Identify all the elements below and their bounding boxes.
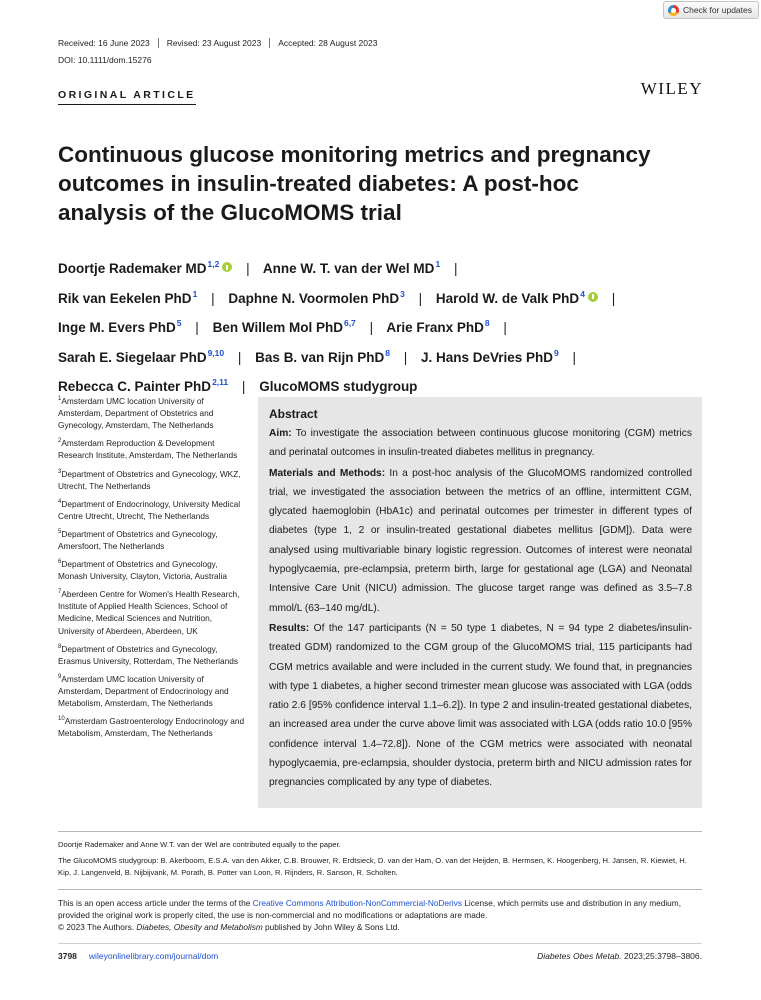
abstract-results bbox=[269, 619, 692, 793]
author-name[interactable]: Inge M. Evers PhD bbox=[58, 320, 176, 335]
revised-date: Revised: 23 August 2023 bbox=[167, 38, 271, 48]
license-note bbox=[58, 897, 702, 934]
affiliation-text: Amsterdam Reproduction & Development Research Institute, Amsterdam, The Netherlands bbox=[58, 438, 238, 461]
affiliation-number: 6 bbox=[58, 559, 62, 566]
affiliation bbox=[58, 435, 248, 461]
orcid-icon[interactable] bbox=[222, 262, 232, 272]
affiliation bbox=[58, 713, 248, 739]
check-for-updates-button[interactable] bbox=[663, 1, 759, 19]
author-separator: | bbox=[241, 379, 246, 394]
affiliation-text: Aberdeen Centre for Women's Health Research, Institute of Applied Health Sciences, School of Medicine, Medical Sciences and Nutrition, University of Aberdeen, Aberdeen, UK bbox=[58, 589, 240, 636]
affiliation bbox=[58, 496, 248, 522]
page-number: 3798 bbox=[58, 951, 77, 961]
affiliation bbox=[58, 556, 248, 582]
aim-label: Aim: bbox=[269, 428, 292, 439]
license-text-before: This is an open access article under the terms of the bbox=[58, 898, 253, 908]
author-affil-ref[interactable]: 5 bbox=[176, 318, 182, 328]
author-separator: | bbox=[611, 290, 616, 306]
page-footer bbox=[58, 951, 702, 961]
author-affil-ref[interactable]: 8 bbox=[484, 318, 490, 328]
doi[interactable]: DOI: 10.1111/dom.15276 bbox=[58, 55, 152, 65]
journal-abbrev: Diabetes Obes Metab. bbox=[537, 951, 622, 961]
results-label: Results: bbox=[269, 622, 310, 634]
author-affil-ref[interactable]: 1 bbox=[192, 288, 198, 299]
abstract-methods bbox=[269, 464, 692, 618]
author-affil-ref[interactable]: 9 bbox=[554, 347, 559, 358]
affiliation-text: Department of Obstetrics and Gynecology, WKZ, Utrecht, The Netherlands bbox=[58, 468, 241, 491]
divider bbox=[58, 943, 702, 944]
check-updates-label: Check for updates bbox=[683, 5, 752, 15]
affiliation bbox=[58, 641, 248, 667]
author-name[interactable]: GlucoMOMS studygroup bbox=[259, 379, 418, 394]
author-separator: | bbox=[503, 320, 507, 335]
methods-label: Materials and Methods: bbox=[269, 467, 386, 479]
affiliation-text: Amsterdam UMC location University of Amsterdam, Department of Obstetrics and Gynecology, Amsterdam, The Netherlands bbox=[58, 395, 214, 431]
author-separator: | bbox=[403, 349, 408, 365]
author-separator: | bbox=[246, 261, 250, 276]
author-affil-ref[interactable]: 3 bbox=[400, 288, 405, 299]
citation bbox=[537, 951, 702, 961]
equal-contribution-note: Doortje Rademaker and Anne W.T. van der Wel are contributed equally to the paper. bbox=[58, 840, 341, 849]
article-dates bbox=[58, 38, 393, 48]
affiliation-number: 5 bbox=[58, 528, 62, 535]
affiliation-number: 3 bbox=[58, 468, 62, 475]
author-name[interactable]: Rik van Eekelen PhD bbox=[58, 290, 192, 306]
orcid-icon[interactable] bbox=[588, 292, 598, 302]
author-line bbox=[58, 252, 708, 282]
affiliation-text: Department of Obstetrics and Gynecology, Erasmus University, Rotterdam, The Netherlands bbox=[58, 643, 238, 666]
author-separator: | bbox=[237, 349, 242, 365]
author-name[interactable]: Arie Franx PhD bbox=[386, 320, 484, 335]
publisher-logo: WILEY bbox=[640, 79, 703, 98]
author-name[interactable]: Doortje Rademaker MD bbox=[58, 261, 207, 276]
license-link[interactable]: Creative Commons Attribution-NonCommercial-NoDerivs bbox=[252, 898, 462, 908]
author-line bbox=[58, 311, 708, 341]
author-name[interactable]: Bas B. van Rijn PhD bbox=[255, 349, 385, 365]
author-separator: | bbox=[195, 320, 199, 335]
affiliation-text: Amsterdam UMC location University of Amsterdam, Department of Endocrinology and Metabolism, Amsterdam, The Netherlands bbox=[58, 673, 229, 709]
author-line bbox=[58, 341, 708, 371]
results-text: Of the 147 participants (N = 50 type 1 diabetes, N = 94 type 2 diabetes/insulin-treated GDM) randomized to the CGM group of the GlucoMOMS trial, 115 participants had CGM metrics available and were included in the current study. We found that, in pregnancies with type 1 diabetes, a higher second trimester mean glucose was associated with LGA (odds ratio 2.6 [95% confidence interval 1.1–6.2]). In type 2 and insulin-treated gestational diabetes, an increased area under the curve above limit was associated with LGA (odds ratio 10.0 [95% confidence interval 1.4–72.8]). None of the CGM metrics were associated with neonatal hypoglycaemia, pre-eclampsia, shoulder dystocia, preterm birth and NICU admission rates for pregnancies complicated by any type of diabetes. bbox=[269, 622, 692, 789]
affiliation-text: Department of Endocrinology, University Medical Centre Utrecht, Utrecht, The Netherlands bbox=[58, 498, 241, 521]
affiliation bbox=[58, 466, 248, 492]
author-affil-ref[interactable]: 1 bbox=[435, 259, 441, 269]
abstract-box bbox=[258, 397, 702, 808]
author-separator: | bbox=[453, 261, 458, 276]
affiliation-number: 2 bbox=[58, 438, 62, 445]
affiliation bbox=[58, 586, 248, 637]
copyright-pre: © 2023 The Authors. bbox=[58, 922, 137, 933]
affiliation-text: Department of Obstetrics and Gynecology, Amersfoort, The Netherlands bbox=[58, 528, 218, 551]
author-name[interactable]: Ben Willem Mol PhD bbox=[212, 320, 343, 335]
abstract-heading: Abstract bbox=[269, 407, 318, 421]
affiliation-number: 1 bbox=[58, 396, 62, 402]
author-separator: | bbox=[369, 320, 374, 335]
received-date: Received: 16 June 2023 bbox=[58, 38, 159, 48]
section-label: ORIGINAL ARTICLE bbox=[58, 89, 196, 105]
affiliation-number: 10 bbox=[58, 716, 65, 723]
affiliation bbox=[58, 526, 248, 552]
author-name[interactable]: Daphne N. Voormolen PhD bbox=[228, 290, 400, 306]
author-affil-ref[interactable]: 1,2 bbox=[207, 259, 220, 269]
abstract-aim bbox=[269, 424, 692, 463]
journal-name: Diabetes, Obesity and Metabolism bbox=[136, 922, 263, 933]
affiliation-number: 4 bbox=[58, 498, 62, 505]
author-affil-ref[interactable]: 6,7 bbox=[343, 318, 356, 328]
aim-text: To investigate the association between continuous glucose monitoring (CGM) metrics and perinatal outcomes in insulin-treated diabetes mellitus in pregnancy. bbox=[269, 428, 692, 459]
affiliation bbox=[58, 393, 248, 431]
author-separator: | bbox=[211, 290, 215, 306]
accepted-date: Accepted: 28 August 2023 bbox=[278, 38, 378, 48]
citation-details: 2023;25:3798–3806. bbox=[621, 951, 702, 961]
affiliation-number: 8 bbox=[58, 643, 62, 650]
author-affil-ref[interactable]: 4 bbox=[580, 288, 585, 299]
author-name[interactable]: Rebecca C. Painter PhD bbox=[58, 379, 212, 394]
affiliation bbox=[58, 671, 248, 709]
affiliation-number: 9 bbox=[58, 673, 62, 680]
article-title: Continuous glucose monitoring metrics and pregnancy outcomes in insulin-treated diabetes: A post-hoc analysis of the GlucoMOMS trial bbox=[58, 142, 651, 225]
affiliation-number: 7 bbox=[58, 589, 62, 596]
author-affil-ref[interactable]: 8 bbox=[385, 347, 390, 358]
author-name[interactable]: Anne W. T. van der Wel MD bbox=[262, 261, 435, 276]
affiliations bbox=[58, 393, 248, 744]
author-name[interactable]: Sarah E. Siegelaar PhD bbox=[58, 349, 207, 365]
divider bbox=[58, 831, 702, 832]
author-name[interactable]: J. Hans DeVries PhD bbox=[420, 349, 554, 365]
author-affil-ref[interactable]: 9,10 bbox=[207, 347, 225, 358]
journal-url-link[interactable]: wileyonlinelibrary.com/journal/dom bbox=[88, 951, 219, 961]
author-separator: | bbox=[572, 349, 577, 365]
author-separator: | bbox=[418, 290, 423, 306]
affiliation-text: Amsterdam Gastroenterology Endocrinology and Metabolism, Amsterdam, The Netherlands bbox=[58, 716, 245, 739]
methods-text: In a post-hoc analysis of the GlucoMOMS randomized controlled trial, we investigated the association between the metrics of an offline, intermittent CGM, glycated haemoglobin (HbA1c) and perinatal outcomes per trimester in different types of diabetes (type 1, 2 or insulin-treated gestational diabetes mellitus [GDM]). Data were analysed using multivariable binary logistic regression. Outcomes of interest were neonatal hypoglycaemia, pre-eclampsia, preterm birth, large for gestational age (LGA) and Neonatal Intensive Care Unit (NICU) admission. The glucose target range was defined as 3.5–7.8 mmol/L (63–140 mg/dL). bbox=[269, 467, 692, 614]
license-text-after: License, which permits use and distribution in any medium, provided the original work is properly cited, the use is non-commercial and no modifications or adaptations are made. bbox=[58, 898, 682, 921]
affiliation-text: Department of Obstetrics and Gynecology, Monash University, Clayton, Victoria, Australia bbox=[58, 558, 227, 582]
author-affil-ref[interactable]: 2,11 bbox=[212, 377, 229, 387]
studygroup-note: The GlucoMOMS studygroup: B. Akerboom, E.S.A. van den Akker, C.B. Brouwer, R. Erdtsieck, D. van der Ham, O. van der Heijden, B. Hermsen, K. Hoogenberg, H. Jansen, R. Kiewiet, H. Kip, J. Langenveld, B. Nijbijvank, M. Porath, B. Potter van Loon, R. Rijnders, R. Sanson, R. Scholten. bbox=[58, 856, 687, 877]
divider bbox=[58, 889, 702, 890]
author-name[interactable]: Harold W. de Valk PhD bbox=[435, 290, 580, 306]
author-line bbox=[58, 282, 708, 312]
crossmark-icon bbox=[668, 5, 679, 16]
copyright-post: published by John Wiley & Sons Ltd. bbox=[262, 922, 400, 933]
author-list bbox=[58, 252, 708, 400]
